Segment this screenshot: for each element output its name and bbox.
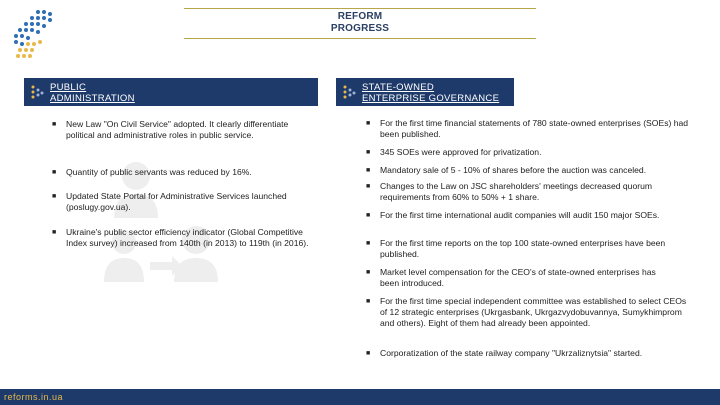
list-item-text: For the first time special independent committee was established to select CEOs of 12 strategic enterprises (Ukrgasbank, Ukrgazvydobuvannya, Sumykhimprom and others). Eight of them had already been appointed. [380,296,687,328]
bullet-square-icon: ■ [52,121,57,128]
section-title-public-administration [50,82,135,104]
page-title [184,11,536,35]
bullet-square-icon: ■ [52,229,57,236]
list-item-text: For the first time international audit companies will audit 150 major SOEs. [380,210,660,220]
footer-site-link[interactable]: reforms.in.ua [4,392,64,402]
bullet-square-icon: ■ [366,350,371,357]
bullet-square-icon: ■ [366,120,371,127]
list-item-text: Ukraine's public sector efficiency indicator (Global Competitive Index survey) increased from 140th (in 2013) to 119th (in 2016). [66,227,309,248]
section-title-line-1: PUBLIC [50,82,87,93]
section-title-line-2: ENTERPRISE GOVERNANCE [362,93,500,104]
list-item-text: New Law "On Civil Service" adopted. It clearly differentiate political and administrative roles in public service. [66,119,289,140]
section-title-line-1: STATE-OWNED [362,82,435,93]
bullet-square-icon: ■ [366,269,371,276]
bullet-square-icon: ■ [366,183,371,190]
section-header-public-administration [24,78,318,106]
list-item-text: Changes to the Law on JSC shareholders' meetings decreased quorum requirements from 60% to 50% + 1 share. [380,181,653,202]
footer-bar [0,389,720,405]
list-item-text: 345 SOEs were approved for privatization. [380,147,542,157]
bullet-square-icon: ■ [366,298,371,305]
bullet-square-icon: ■ [366,212,371,219]
list-item-text: For the first time financial statements of 780 state-owned enterprises (SOEs) had been published. [380,118,689,139]
page-title-line-1: REFORM [337,11,383,22]
page-title-line-2: PROGRESS [330,23,390,34]
bullet-square-icon: ■ [52,193,57,200]
list-item-text: Market level compensation for the CEO's of state-owned enterprises has been introduced. [380,267,656,288]
bullet-square-icon: ■ [52,169,57,176]
section-title-line-2: ADMINISTRATION [50,93,135,104]
reforms-logo-icon [8,6,56,62]
section-header-soe-governance [336,78,514,106]
list-item-text: Updated State Portal for Administrative Services launched (poslugy.gov.ua). [66,191,287,212]
list-item-text: For the first time reports on the top 100 state-owned enterprises have been published. [380,238,666,259]
bullet-square-icon: ■ [366,240,371,247]
section-dots-icon [342,85,356,101]
section-dots-icon [30,85,44,101]
list-item-text: Mandatory sale of 5 - 10% of shares before the auction was canceled. [380,165,647,175]
title-top-rule [184,8,536,9]
list-item-text: Quantity of public servants was reduced by 16%. [66,167,252,177]
bullet-square-icon: ■ [366,149,371,156]
title-bottom-rule [184,38,536,39]
bullet-square-icon: ■ [366,167,371,174]
section-title-soe-governance [362,82,499,104]
list-item-text: Corporatization of the state railway company "Ukrzaliznytsia" started. [380,348,643,358]
